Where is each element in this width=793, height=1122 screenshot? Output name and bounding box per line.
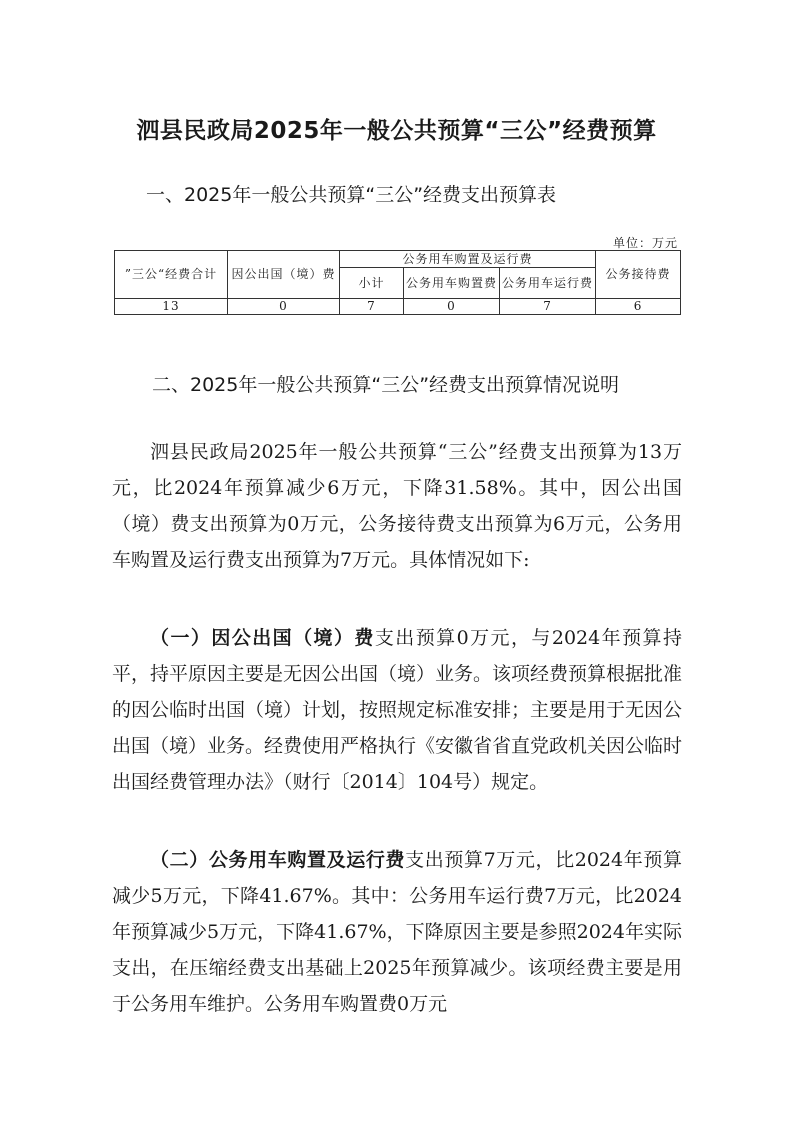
paragraph-vehicle (112, 842, 682, 1022)
paragraph-abroad-lead: （一）因公出国（境）费 (150, 627, 375, 649)
section1-heading: 一、2025年一般公共预算“三公”经费支出预算表 (146, 184, 557, 206)
paragraph-abroad-body: 支出预算0万元，与2024年预算持平，持平原因主要是无因公出国（境）业务。该项经费预算根据批准的因公临时出国（境）计划，按照规定标准安排；主要是用于无因公出国（境）业务。经费使用严格执行《安徽省省直党政机关因公临时出国经费管理办法》（财行〔2014〕104号）规定。 (112, 627, 683, 793)
paragraph-vehicle-lead: （二）公务用车购置及运行费 (150, 849, 406, 871)
paragraph-abroad (112, 620, 682, 800)
header-vehicle-group: 公务用车购置及运行费 (340, 251, 596, 268)
header-vehicle-purchase: 公务用车购置费 (404, 268, 500, 299)
header-total: ”三公“经费合计 (115, 251, 228, 299)
header-reception: 公务接待费 (596, 251, 681, 299)
value-vehicle-operation: 7 (500, 299, 596, 315)
header-vehicle-operation: 公务用车运行费 (500, 268, 596, 299)
document-title: 泗县民政局2025年一般公共预算“三公”经费预算 (136, 118, 657, 144)
section2-heading: 二、2025年一般公共预算“三公”经费支出预算情况说明 (152, 374, 620, 396)
table-header-row (115, 251, 681, 268)
header-abroad: 因公出国（境）费 (228, 251, 340, 299)
budget-table (114, 250, 681, 315)
value-total: 13 (115, 299, 228, 315)
paragraph-summary: 泗县民政局2025年一般公共预算“三公”经费支出预算为13万元，比2024年预算减少6万元，下降31.58%。其中，因公出国（境）费支出预算为0万元，公务接待费支出预算为6万元，公务用车购置及运行费支出预算为7万元。具体情况如下: (112, 441, 682, 571)
value-reception: 6 (596, 299, 681, 315)
table-row (115, 299, 681, 315)
value-subtotal: 7 (340, 299, 404, 315)
paragraph-vehicle-body: 支出预算7万元，比2024年预算减少5万元，下降41.67%。其中：公务用车运行费7万元，比2024年预算减少5万元，下降41.67%，下降原因主要是参照2024年实际支出，在压缩经费支出基础上2025年预算减少。该项经费主要是用于公务用车维护。公务用车购置费0万元 (112, 849, 682, 1015)
header-subtotal: 小计 (340, 268, 404, 299)
value-abroad: 0 (228, 299, 340, 315)
unit-label: 单位：万元 (612, 236, 678, 250)
value-vehicle-purchase: 0 (404, 299, 500, 315)
